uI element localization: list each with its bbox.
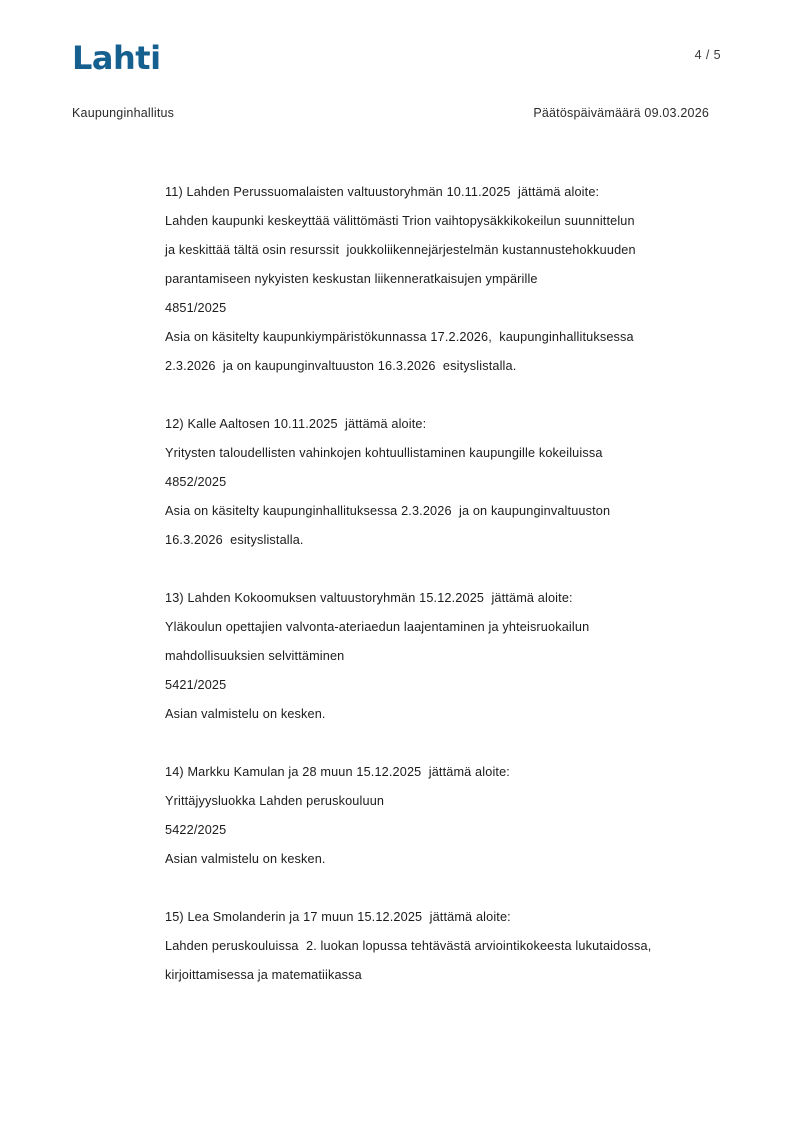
case-number: 5421/2025	[165, 678, 227, 692]
body-line: 11) Lahden Perussuomalaisten valtuustoryhmän 10.11.2025 jättämä aloite:	[165, 185, 600, 199]
case-number: 4852/2025	[165, 475, 227, 489]
body-line: Asia on käsitelty kaupunginhallituksessa 2.3.2026 ja on kaupunginvaltuuston	[165, 504, 611, 518]
body-line: parantamiseen nykyisten keskustan liikenneratkaisujen ympärille	[165, 272, 538, 286]
body-line: 15) Lea Smolanderin ja 17 muun 15.12.2025 jättämä aloite:	[165, 910, 511, 924]
initiative-item	[165, 903, 723, 990]
body-line: Yläkoulun opettajien valvonta-ateriaedun laajentaminen ja yhteisruokailun	[165, 620, 590, 634]
body-line: 2.3.2026 ja on kaupunginvaltuuston 16.3.2026 esityslistalla.	[165, 359, 517, 373]
organ-name: Kaupunginhallitus	[72, 106, 175, 120]
document-meta-row	[72, 106, 721, 120]
lahti-logo	[72, 39, 161, 77]
document-body	[165, 178, 723, 990]
case-number: 5422/2025	[165, 823, 227, 837]
initiative-item	[165, 410, 723, 555]
body-line: 13) Lahden Kokoomuksen valtuustoryhmän 15.12.2025 jättämä aloite:	[165, 591, 573, 605]
body-line: Asia on käsitelty kaupunkiympäristökunnassa 17.2.2026, kaupunginhallituksessa	[165, 330, 634, 344]
body-line: Asian valmistelu on kesken.	[165, 707, 326, 721]
logo-text: Lahti	[72, 39, 161, 77]
body-line: Lahden peruskouluissa 2. luokan lopussa tehtävästä arviointikokeesta lukutaidossa,	[165, 939, 652, 953]
body-line: mahdollisuuksien selvittäminen	[165, 649, 345, 663]
initiative-item	[165, 178, 723, 381]
initiative-item	[165, 758, 723, 874]
body-line: 16.3.2026 esityslistalla.	[165, 533, 304, 547]
case-number: 4851/2025	[165, 301, 227, 315]
body-line: Yritysten taloudellisten vahinkojen kohtuullistaminen kaupungille kokeiluissa	[165, 446, 603, 460]
body-line: ja keskittää tältä osin resurssit joukkoliikennejärjestelmän kustannustehokkuuden	[165, 243, 636, 257]
decision-date: Päätöspäivämäärä 09.03.2026	[533, 106, 709, 120]
initiative-item	[165, 584, 723, 729]
body-line: 14) Markku Kamulan ja 28 muun 15.12.2025 jättämä aloite:	[165, 765, 510, 779]
body-line: 12) Kalle Aaltosen 10.11.2025 jättämä aloite:	[165, 417, 427, 431]
body-line: Asian valmistelu on kesken.	[165, 852, 326, 866]
body-line: Yrittäjyysluokka Lahden peruskouluun	[165, 794, 385, 808]
body-line: kirjoittamisessa ja matematiikassa	[165, 968, 362, 982]
body-line: Lahden kaupunki keskeyttää välittömästi Trion vaihtopysäkkikokeilun suunnittelun	[165, 214, 635, 228]
page-number: 4 / 5	[694, 48, 721, 62]
